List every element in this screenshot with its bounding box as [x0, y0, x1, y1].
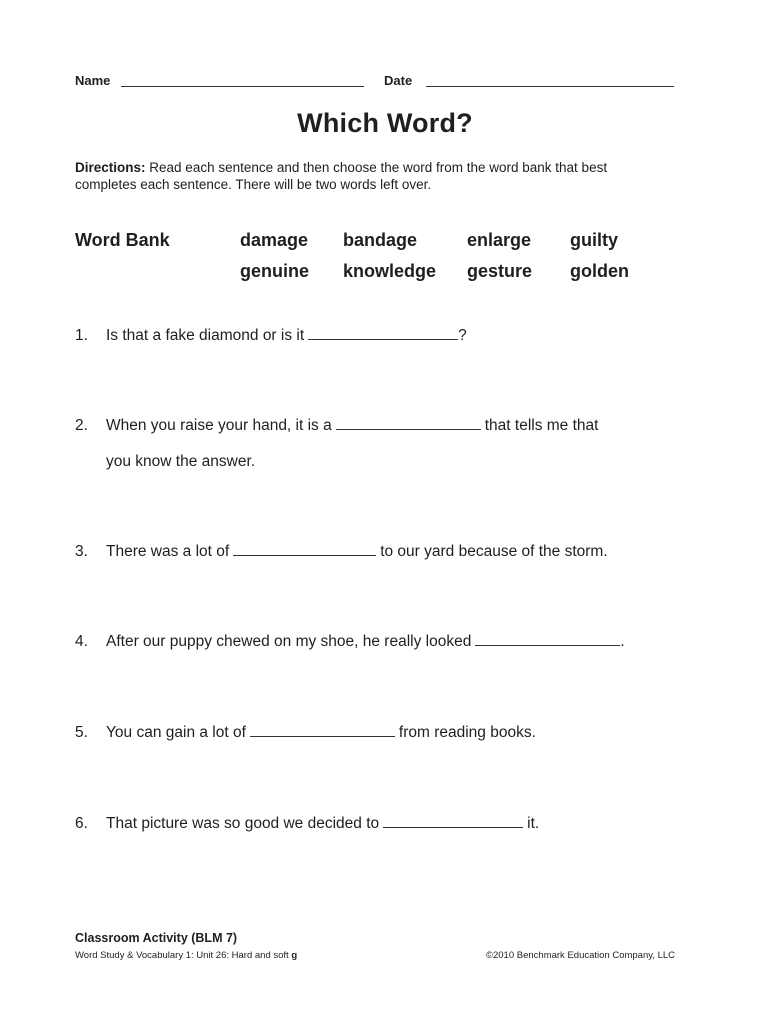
answer-blank[interactable]	[308, 329, 458, 340]
question-text-before: There was a lot of	[106, 543, 230, 560]
question-5	[75, 724, 536, 742]
question-2	[75, 417, 598, 435]
word-bank-word: enlarge	[467, 230, 532, 250]
page-title: Which Word?	[297, 108, 473, 138]
word-bank-word: genuine	[240, 261, 310, 281]
question-1	[75, 327, 467, 345]
question-text-before: You can gain a lot of	[106, 724, 246, 741]
question-number: 4.	[75, 633, 88, 650]
question-number: 6.	[75, 815, 88, 832]
word-bank-word: golden	[570, 261, 629, 281]
question-number: 2.	[75, 417, 88, 434]
footer-unit-text: Word Study & Vocabulary 1: Unit 26: Hard and soft	[75, 950, 289, 961]
footer-copyright: ©2010 Benchmark Education Company, LLC	[485, 950, 675, 961]
question-6	[75, 815, 539, 833]
question-text-before: Is that a fake diamond or is it	[106, 327, 305, 344]
question-2-continued: you know the answer.	[106, 453, 256, 470]
footer-unit-letter: g	[291, 950, 298, 961]
answer-blank[interactable]	[383, 817, 523, 828]
question-text-after: to our yard because of the storm.	[380, 543, 608, 560]
question-number: 5.	[75, 724, 88, 741]
answer-blank[interactable]	[233, 545, 376, 556]
directions	[75, 159, 635, 193]
word-bank-word: damage	[240, 230, 309, 250]
directions-label: Directions:	[75, 160, 146, 175]
question-text-before: After our puppy chewed on my shoe, he really looked	[106, 633, 472, 650]
question-3	[75, 543, 608, 561]
answer-blank[interactable]	[336, 419, 481, 430]
answer-blank[interactable]	[250, 726, 395, 737]
directions-text: Read each sentence and then choose the word from the word bank that best completes each sentence. There will be two words left over.	[75, 160, 608, 192]
question-text-after: that tells me that	[484, 417, 599, 434]
question-number: 1.	[75, 327, 88, 344]
question-number: 3.	[75, 543, 88, 560]
word-bank-word: guilty	[570, 230, 618, 250]
name-label: Name	[75, 73, 111, 88]
answer-blank[interactable]	[475, 635, 620, 646]
word-bank-label: Word Bank	[75, 230, 170, 250]
date-field-line[interactable]	[426, 86, 674, 87]
word-bank-word: bandage	[343, 230, 418, 250]
date-label: Date	[384, 73, 413, 88]
word-bank-word: gesture	[467, 261, 533, 281]
question-text-before: That picture was so good we decided to	[106, 815, 380, 832]
question-text-after: ?	[458, 327, 467, 344]
name-field-line[interactable]	[121, 86, 364, 87]
word-bank-word: knowledge	[343, 261, 437, 281]
question-text-before: When you raise your hand, it is a	[106, 417, 332, 434]
question-text-after: .	[620, 633, 625, 650]
footer-activity-title: Classroom Activity (BLM 7)	[75, 931, 238, 945]
question-text-after: it.	[527, 815, 540, 832]
footer-unit	[75, 950, 297, 961]
question-text-after: from reading books.	[398, 724, 536, 741]
question-4	[75, 633, 625, 651]
